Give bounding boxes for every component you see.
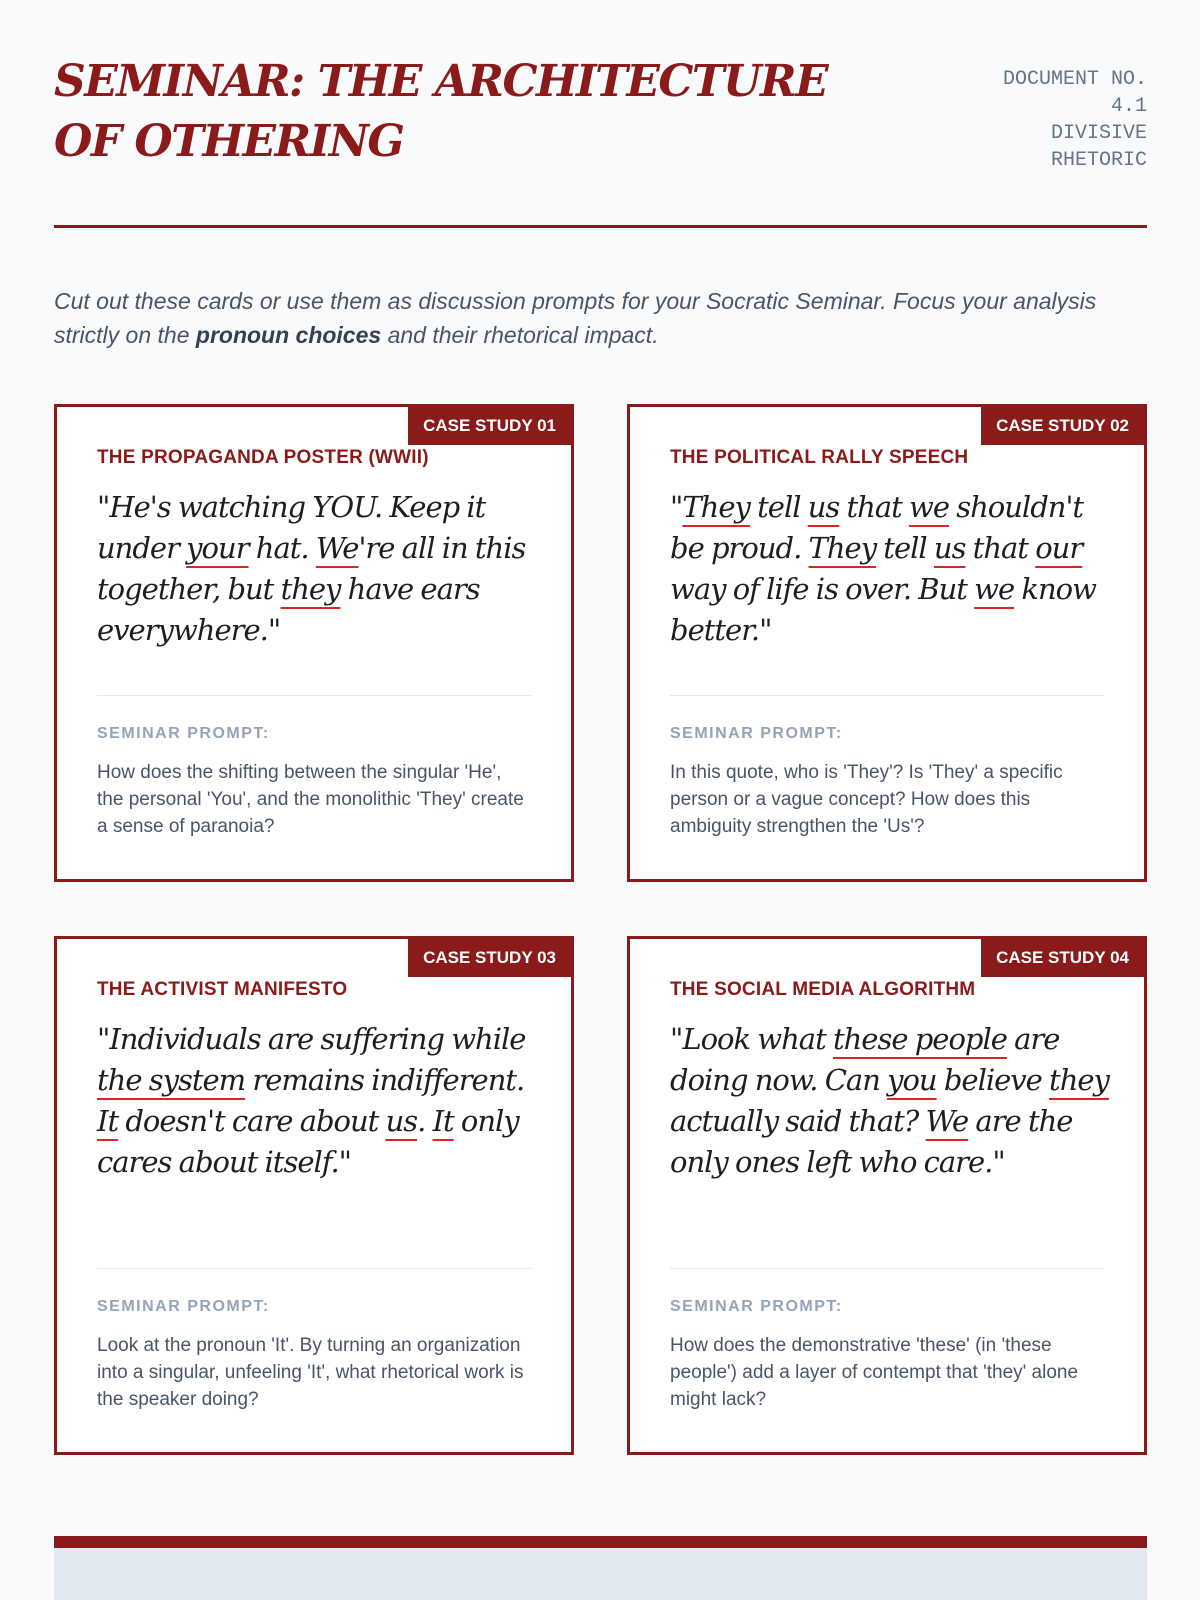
doc-category-line2: RHETORIC <box>1050 149 1147 172</box>
case-study-card <box>627 936 1147 1455</box>
case-study-quote <box>670 487 1110 651</box>
seminar-prompt-label: SEMINAR PROMPT: <box>670 725 843 742</box>
quote-text: remains indifferent. <box>245 1063 525 1097</box>
doc-number-value: 4.1 <box>1110 95 1147 118</box>
case-study-title: THE SOCIAL MEDIA ALGORITHM <box>670 979 976 1000</box>
case-study-quote <box>97 1019 537 1183</box>
case-study-tag: CASE STUDY 02 <box>981 407 1144 445</box>
quote-text: . <box>417 1104 433 1138</box>
seminar-prompt-label: SEMINAR PROMPT: <box>97 1298 270 1315</box>
highlighted-pronoun: They <box>682 490 750 524</box>
seminar-prompt-label: SEMINAR PROMPT: <box>97 725 270 742</box>
highlighted-pronoun: we <box>909 490 950 524</box>
instructions-text: Cut out these cards or use them as discussion prompts for your Socratic Seminar. Focus your analysis strictly on the <box>54 288 1097 348</box>
document-number <box>977 66 1147 174</box>
quote-text: " <box>670 490 683 524</box>
quote-text: doesn't care about <box>118 1104 386 1138</box>
quote-text: that <box>965 531 1036 565</box>
highlighted-pronoun: they <box>1049 1063 1109 1097</box>
quote-text: are doing now. Can <box>670 1022 1060 1097</box>
card-divider <box>670 695 1104 696</box>
case-study-tag: CASE STUDY 04 <box>981 939 1144 977</box>
case-study-title: THE ACTIVIST MANIFESTO <box>97 979 348 1000</box>
doc-category-line1: DIVISIVE <box>1050 122 1147 145</box>
highlighted-pronoun: We <box>315 531 359 565</box>
case-study-title: THE POLITICAL RALLY SPEECH <box>670 447 969 468</box>
quote-text: shouldn't be proud. <box>670 490 1084 565</box>
highlighted-pronoun: They <box>808 531 877 565</box>
highlighted-pronoun: we <box>974 572 1015 606</box>
highlighted-pronoun: us <box>385 1104 418 1138</box>
case-study-tag: CASE STUDY 03 <box>408 939 571 977</box>
case-study-card <box>627 404 1147 882</box>
highlighted-pronoun: the system <box>97 1063 246 1097</box>
highlighted-pronoun: these people <box>832 1022 1007 1056</box>
case-study-title: THE PROPAGANDA POSTER (WWII) <box>97 447 429 468</box>
card-divider <box>670 1268 1104 1269</box>
highlighted-pronoun: We <box>925 1104 969 1138</box>
case-study-card <box>54 404 574 882</box>
case-study-tag: CASE STUDY 01 <box>408 407 571 445</box>
quote-text: 're all in this together, but <box>97 531 526 606</box>
quote-text: hat. <box>248 531 316 565</box>
quote-text: way of life is over. But <box>670 572 975 606</box>
quote-text: are the only ones left who care." <box>670 1104 1073 1179</box>
highlighted-pronoun: you <box>887 1063 937 1097</box>
quote-text: tell <box>876 531 934 565</box>
highlighted-pronoun: our <box>1035 531 1083 565</box>
highlighted-pronoun: your <box>186 531 249 565</box>
card-divider <box>97 1268 531 1269</box>
doc-number-label: DOCUMENT NO. <box>1002 68 1147 91</box>
seminar-prompt-text: Look at the pronoun 'It'. By turning an organization into a singular, unfeeling 'It', what rhetorical work is the speaker doing? <box>97 1335 524 1410</box>
quote-text: "Look what <box>670 1022 833 1056</box>
highlighted-pronoun: It <box>97 1104 119 1138</box>
quote-text: that <box>839 490 910 524</box>
card-divider <box>97 695 531 696</box>
case-study-quote <box>670 1019 1110 1183</box>
quote-text: have ears everywhere." <box>97 572 480 647</box>
footer-bar <box>54 1536 1147 1600</box>
case-study-quote <box>97 487 537 651</box>
seminar-prompt-label: SEMINAR PROMPT: <box>670 1298 843 1315</box>
quote-text: "Individuals are suffering while <box>97 1022 526 1056</box>
highlighted-pronoun: they <box>280 572 341 606</box>
seminar-prompt-text: How does the shifting between the singular 'He', the personal 'You', and the monolithic 'They' create a sense of paranoia? <box>97 762 524 837</box>
seminar-prompt-text: In this quote, who is 'They'? Is 'They' a specific person or a vague concept? How does this ambiguity strengthen the 'Us'? <box>670 762 1063 837</box>
quote-text: actually said that? <box>670 1104 926 1138</box>
quote-text: know better." <box>670 572 1096 647</box>
quote-text: tell <box>749 490 808 524</box>
highlighted-pronoun: us <box>807 490 840 524</box>
highlighted-pronoun: It <box>432 1104 454 1138</box>
quote-text: only cares about itself." <box>97 1104 519 1179</box>
case-study-card <box>54 936 574 1455</box>
quote-text: believe <box>936 1063 1050 1097</box>
highlighted-pronoun: us <box>933 531 966 565</box>
quote-text: "He's watching YOU. Keep it under <box>97 490 486 565</box>
instructions-emphasis: pronoun choices <box>195 322 382 348</box>
seminar-prompt-text: How does the demonstrative 'these' (in 'these people') add a layer of contempt that 'they' alone might lack? <box>670 1335 1079 1410</box>
instructions-text-end: and their rhetorical impact. <box>381 322 659 348</box>
document-header <box>54 52 1147 228</box>
page-title: SEMINAR: THE ARCHITECTURE OF OTHERING <box>54 56 828 167</box>
instructions <box>54 284 1147 352</box>
